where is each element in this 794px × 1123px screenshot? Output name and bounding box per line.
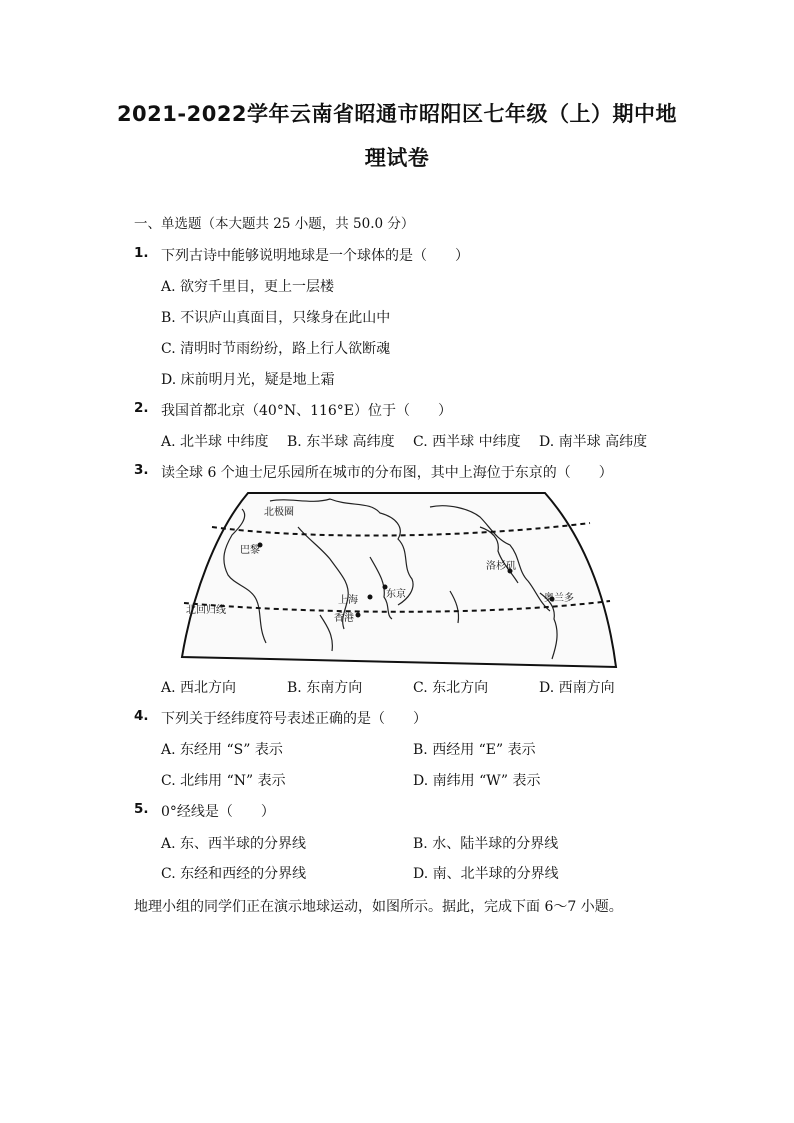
option-4a[interactable]: A. 东经用 “S” 表示 — [161, 742, 283, 758]
option-2c[interactable]: C. 西半球 中纬度 — [413, 434, 521, 450]
group-intro-text: 地理小组的同学们正在演示地球运动，如图所示。据此，完成下面 6～7 小题。 — [134, 899, 623, 915]
option-5b[interactable]: B. 水、陆半球的分界线 — [413, 836, 559, 852]
option-1d[interactable]: D. 床前明月光，疑是地上霜 — [161, 372, 335, 388]
orlando-label: 奥兰多 — [544, 593, 574, 604]
option-4c[interactable]: C. 北纬用 “N” 表示 — [161, 773, 286, 789]
paris-label: 巴黎 — [240, 545, 260, 556]
tropic-of-cancer-label: 北回归线 — [186, 605, 226, 616]
option-4d[interactable]: D. 南纬用 “W” 表示 — [413, 773, 541, 789]
question-number: 1. — [134, 245, 149, 261]
map-frame — [182, 493, 616, 667]
question-number: 5. — [134, 801, 149, 817]
los-angeles-label: 洛杉矶 — [486, 561, 516, 572]
option-3c[interactable]: C. 东北方向 — [413, 680, 489, 696]
question-text: 读全球 6 个迪士尼乐园所在城市的分布图，其中上海位于东京的（ ） — [161, 465, 613, 481]
hongkong-dot — [356, 613, 361, 618]
option-2d[interactable]: D. 南半球 高纬度 — [539, 434, 648, 450]
question-text: 下列关于经纬度符号表述正确的是（ ） — [161, 711, 427, 727]
shanghai-label: 上海 — [338, 595, 358, 606]
option-2b[interactable]: B. 东半球 高纬度 — [287, 434, 395, 450]
question-text: 我国首都北京（40°N、116°E）位于（ ） — [161, 403, 453, 419]
exam-title-line2: 理试卷 — [364, 146, 430, 170]
option-5d[interactable]: D. 南、北半球的分界线 — [413, 866, 559, 882]
option-1c[interactable]: C. 清明时节雨纷纷，路上行人欲断魂 — [161, 341, 391, 357]
question-text: 下列古诗中能够说明地球是一个球体的是（ ） — [161, 248, 469, 264]
tokyo-label: 东京 — [386, 589, 406, 600]
option-1a[interactable]: A. 欲穷千里目，更上一层楼 — [161, 279, 335, 295]
question-number: 4. — [134, 708, 149, 724]
option-1b[interactable]: B. 不识庐山真面目，只缘身在此山中 — [161, 310, 391, 326]
option-3b[interactable]: B. 东南方向 — [287, 680, 363, 696]
question-number: 3. — [134, 462, 149, 478]
option-3a[interactable]: A. 西北方向 — [161, 680, 237, 696]
option-2a[interactable]: A. 北半球 中纬度 — [161, 434, 269, 450]
option-4b[interactable]: B. 西经用 “E” 表示 — [413, 742, 536, 758]
section-heading: 一、单选题（本大题共 25 小题，共 50.0 分） — [134, 216, 415, 232]
question-number: 2. — [134, 400, 149, 416]
shanghai-dot — [368, 595, 373, 600]
exam-title-line1: 2021-2022学年云南省昭通市昭阳区七年级（上）期中地 — [116, 102, 678, 126]
option-5c[interactable]: C. 东经和西经的分界线 — [161, 866, 307, 882]
option-5a[interactable]: A. 东、西半球的分界线 — [161, 836, 307, 852]
question-text: 0°经线是（ ） — [161, 804, 275, 820]
option-3d[interactable]: D. 西南方向 — [539, 680, 615, 696]
arctic-circle-label: 北极圈 — [264, 507, 294, 518]
disney-cities-world-map — [180, 487, 618, 669]
hongkong-label: 香港 — [334, 613, 354, 624]
